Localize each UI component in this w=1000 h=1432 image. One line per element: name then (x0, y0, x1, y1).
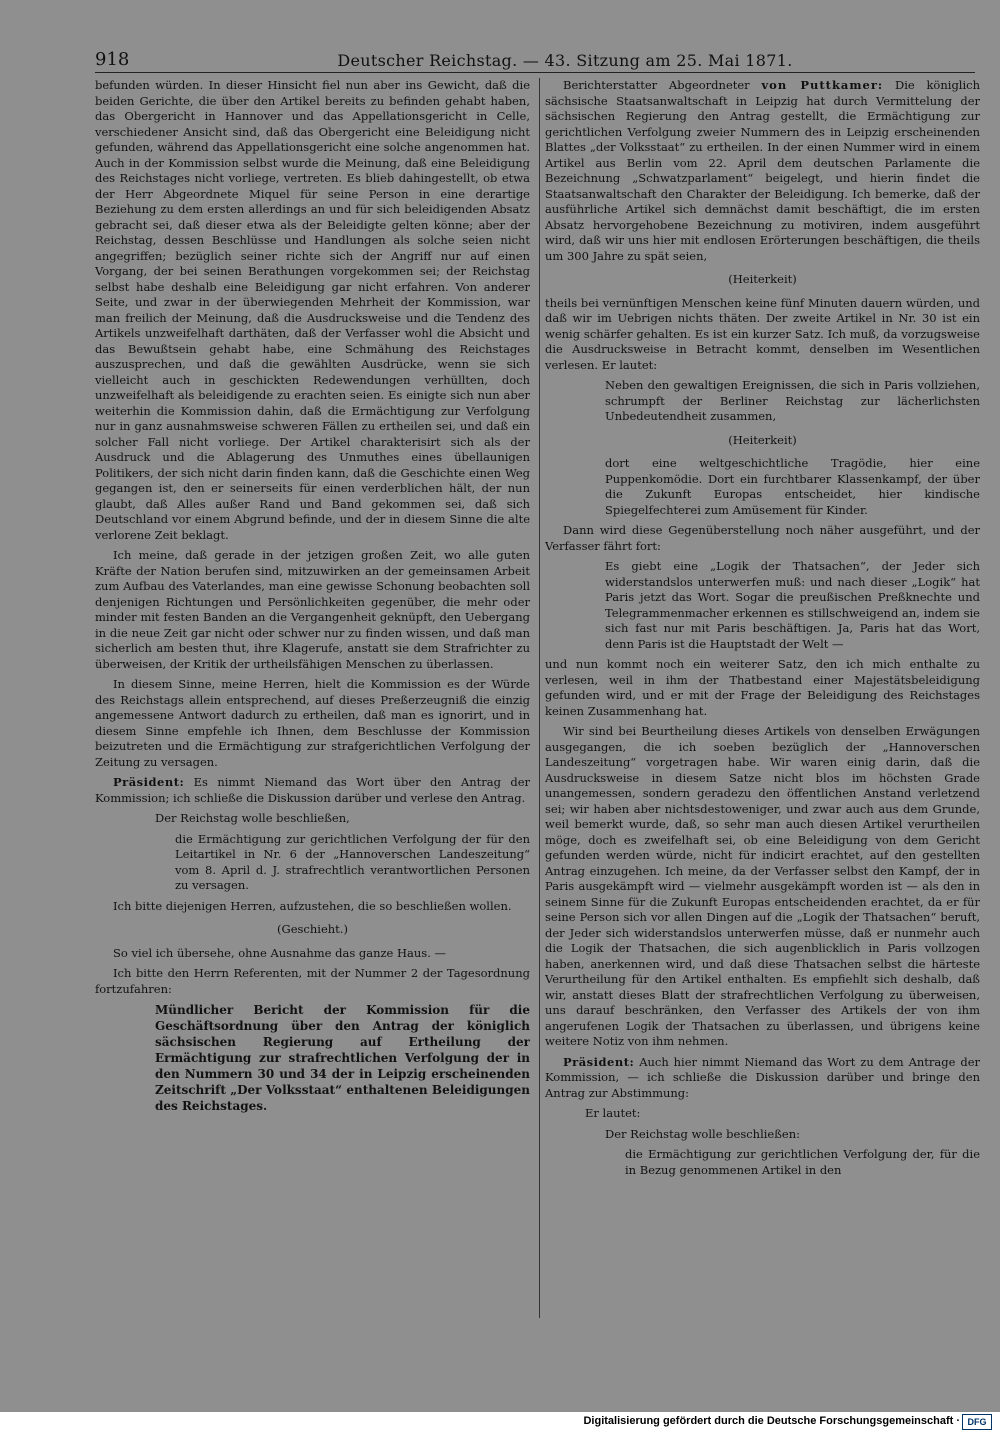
speaker-role: Berichterstatter Abgeordneter (563, 78, 750, 92)
page-number: 918 (95, 49, 130, 70)
paragraph (545, 78, 980, 264)
paragraph: befunden würden. In dieser Hinsicht fiel nun aber ins Gewicht, daß die beiden Gerichte, die über den Artikel bereits zu befinden gehabt haben, das Obergericht in Hannover und das Appellationsgericht in Celle, verschiedener Ansicht sind, daß das Obergericht eine Beleidigung nicht gefunden, während das Appellationsgericht eine solche angenommen hat. Auch in der Kommission selbst wurde die Meinung, daß eine Beleidigung des Reichstages nicht vorliege, vertreten. Es blieb dahingestellt, ob etwa der Herr Abgeordnete Miquel für seine Person in eine derartige Beziehung zu dem ersten allerdings an und für sich beleidigenden Absatz gebracht sei, daß dieser etwa als der Beleidigte gelten könne; aber der Reichstag, dessen Beschlüsse und Handlungen als solche seien nicht angegriffen; bezüglich seiner richte sich der Angriff nur auf einen Vorgang, der bei seinen Berathungen vorgekommen sei; der Reichstag selbst habe deshalb eine Beleidigung gar nicht erfahren. Von anderer Seite, und zwar in der überwiegenden Mehrheit der Kommission, war man freilich der Meinung, daß die Ausdrucksweise und die Tendenz des Artikels unzweifelhaft darthäten, daß der Verfasser wohl die Absicht und das Bewußtsein gehabt habe, eine Schmähung des Reichstages auszusprechen, und daß die gewählten Ausdrücke, wenn sie sich vielleicht auch in geschickten Redewendungen verhüllten, doch unzweifelhaft als beleidigende zu erachten seien. Es einigte sich nun aber weiterhin die Kommission dahin, daß die Ermächtigung zur Verfolgung nur in ganz ausnahmsweise schweren Fällen zu ertheilen sei, und daß ein solcher Fall nicht vorliege. Der Artikel charakterisirt sich als der Ausdruck und die Ablagerung des Unmuthes eines übellaunigen Politikers, der sich nicht darin finden kann, daß die Geschichte einen Weg gegangen ist, den er seinerseits für einen verderblichen hält, der nun glaubt, daß Alles außer Rand und Band gekommen sei, daß sich Deutschland vor einem Abgrund befinde, und der in diesem Sinne die alte verlorene Zeit beklagt. (95, 78, 530, 542)
article-quote: dort eine weltgeschichtliche Tragödie, hier eine Puppenkomödie. Dort ein furchtbarer Klassenkampf, der über die Zukunft Europas entscheidet, hier kindische Spiegelfechterei zum Amüsement für Kinder. (605, 456, 980, 517)
paragraph: So viel ich übersehe, ohne Ausnahme das ganze Haus. — (113, 945, 447, 960)
speaker-name: von Puttkamer: (761, 78, 884, 92)
page-header (95, 40, 975, 70)
paragraph (545, 1055, 980, 1102)
paragraph (95, 775, 530, 806)
article-quote: Es giebt eine „Logik der Thatsachen“, der Jeder sich widerstandslos unterwerfen muß: und nach dieser „Logik“ hat Paris jetzt das Wort. Sogar die preußischen Preßknechte und Telegrammenmacher erkennen es stillschweigend an, indem sie sich fast nur mit Paris beschäftigen. Ja, Paris hat das Wort, denn Paris ist die Hauptstadt der Welt — (605, 559, 980, 651)
footer (0, 1412, 1000, 1432)
left-column (95, 78, 530, 1318)
paragraph: Ich bitte diejenigen Herren, aufzustehen, die so beschließen wollen. (113, 898, 512, 913)
paragraph: Er lautet: (585, 1106, 641, 1120)
paragraph: Wir sind bei Beurtheilung dieses Artikels von denselben Erwägungen ausgegangen, die ich soeben bezüglich der „Hannoverschen Landeszeitung“ vorgetragen habe. Wir waren einig darin, daß die Ausdrucksweise in diesem Satze nicht blos im höchsten Grade unangemessen, sondern geradezu den öffentlichen Anstand verletzend sei; wir haben aber nichtsdestoweniger, und zwar auch aus dem Grunde, weil bemerkt wurde, daß, so sehr man auch diesen Artikel verurtheilen möge, doch es zweifelhaft sei, ob eine Beleidigung von dem Gericht gefunden werden würde, nicht für indicirt erachtet, auf den gestellten Antrag einzugehen. Ich meine, da der Verfasser selbst den Kampf, der in Paris ausgekämpft wird — vielmehr ausgekämpft worden ist — als den in seinem Sinne für die Zukunft Europas entscheidenden erachtet, da er für seine Person sich vor allen Dingen auf die „Logik der Thatsachen“ beruft, der Jeder sich widerstandslos unterwerfen müsse, daß er nunmehr auch die Logik der Thatsachen, die sich augenblicklich in Paris vollzogen haben, anerkennen wird, und daß diese Thatsachen selbst die härteste Verurtheilung für den Artikel enthalten. Es empfiehlt sich deshalb, daß wir, anstatt dieses Blatt der strafrechtlichen Verfolgung zu überweisen, uns darauf beschränken, den Verfasser des Artikels der von ihm angerufenen Logik der Thatsachen zu überlassen, und übrigens keine weitere Notiz von ihm nehmen. (545, 724, 980, 1048)
article-quote: Neben den gewaltigen Ereignissen, die sich in Paris vollziehen, schrumpft der Berliner Reichstag zur lächerlichsten Unbedeutendheit zusammen, (605, 378, 980, 423)
paragraph: und nun kommt noch ein weiterer Satz, den ich mich enthalte zu verlesen, weil in ihm der Thatbestand einer Majestätsbeleidigung gefunden wird, und er mit der Frage der Beleidigung des Reichstages keinen Zusammenhang hat. (545, 657, 980, 718)
speaker-name: Präsident: (563, 1054, 635, 1069)
header-rule (95, 72, 975, 73)
stage-direction: (Heiterkeit) (728, 272, 797, 286)
funding-notice: Digitalisierung gefördert durch die Deutsche Forschungsgemeinschaft · (583, 1415, 960, 1427)
dfg-logo: DFG (962, 1414, 992, 1430)
motion-quote: die Ermächtigung zur gerichtlichen Verfolgung der für den Leitartikel in Nr. 6 der „Hannoverschen Landeszeitung“ vom 8. April d. J. strafrechtlich verantwortlichen Personen zu versagen. (175, 831, 530, 892)
speech-text: Es nimmt Niemand das Wort über den Antrag der Kommission; ich schließe die Diskussion darüber und verlese den Antrag. (95, 775, 530, 805)
stage-direction: (Geschieht.) (277, 922, 348, 936)
motion-quote: Der Reichstag wolle beschließen: (605, 1126, 800, 1141)
paragraph: Dann wird diese Gegenüberstellung noch näher ausgeführt, und der Verfasser fährt fort: (545, 523, 980, 553)
paragraph: theils bei vernünftigen Menschen keine fünf Minuten dauern würden, und daß wir im Uebrigen nichts thäten. Der zweite Artikel in Nr. 30 ist ein wenig schärfer gehalten. Es ist ein kurzer Satz. Ich muß, da vorzugsweise die Ausdrucksweise in Betracht kommt, denselben im Wesentlichen verlesen. Er lautet: (545, 295, 980, 372)
paragraph: Ich meine, daß gerade in der jetzigen großen Zeit, wo alle guten Kräfte der Nation berufen sind, mitzuwirken an der gemeinsamen Arbeit zum Aufbau des Vaterlandes, man eine gewisse Schonung beobachten soll denjenigen Richtungen und Persönlichkeiten gegenüber, die mehr oder minder mit festen Banden an die Vergangenheit geknüpft, den Uebergang in die neue Zeit gar nicht oder schwer nur zu finden wissen, und daß man sicherlich am besten thut, ihre Klagerufe, anstatt sie dem Strafrichter zu überweisen, der Kritik der urtheilsfähigen Menschen zu überlassen. (95, 548, 530, 671)
paragraph: Ich bitte den Herrn Referenten, mit der Nummer 2 der Tagesordnung fortzufahren: (95, 966, 530, 996)
column-rule (539, 78, 540, 1318)
motion-quote: die Ermächtigung zur gerichtlichen Verfolgung der, für die in Bezug genommenen Artikel in den (625, 1147, 980, 1177)
agenda-item-heading: Mündlicher Bericht der Kommission für die Geschäftsordnung über den Antrag der königlich sächsischen Regierung auf Ertheilung der Ermächtigung zur strafrechtlichen Verfolgung der in den Nummern 30 und 34 der in Leipzig erscheinenden Zeitschrift „Der Volksstaat“ enthaltenen Beleidigungen des Reichstages. (155, 1003, 530, 1113)
speaker-name: Präsident: (113, 775, 185, 789)
speech-text: Die königlich sächsische Staatsanwaltschaft in Leipzig hat durch Vermittelung der sächsischen Regierung den Antrag gestellt, die Ermächtigung zur gerichtlichen Verfolgung zweier Nummern des in Leipzig erscheinenden Blattes „der Volksstaat“ zu ertheilen. In der einen Nummer wird in einem Artikel aus Berlin vom 22. April dem deutschen Parlamente die Bezeichnung „Schwatzparlament“ beigelegt, und hierin findet die Staatsanwaltschaft den Charakter der Beleidigung. Ich bemerke, daß der ausführliche Artikel sich demnächst damit beschäftigt, die im ersten Absatz hervorgehobene Bezeichnung zu motiviren, indem ausgeführt wird, daß wir uns hier mit endlosen Erörterungen beschäftigen, die theils um 300 Jahre zu spät seien, (545, 78, 980, 263)
right-column (545, 78, 980, 1318)
stage-direction: (Heiterkeit) (728, 432, 797, 447)
motion-quote: Der Reichstag wolle beschließen, (155, 811, 350, 825)
paragraph: In diesem Sinne, meine Herren, hielt die Kommission es der Würde des Reichstags allein entsprechend, auf dieses Preßerzeugniß die einzig angemessene Antwort dadurch zu ertheilen, daß man es ignorirt, und in diesem Sinne empfehle ich Ihnen, dem Beschlusse der Kommission beizutreten und die Ermächtigung zur strafgerichtlichen Verfolgung der Zeitung zu versagen. (95, 677, 530, 769)
running-title: Deutscher Reichstag. — 43. Sitzung am 25. Mai 1871. (337, 51, 793, 70)
speech-text: Auch hier nimmt Niemand das Wort zu dem Antrage der Kommission, — ich schließe die Diskussion darüber und bringe den Antrag zur Abstimmung: (545, 1054, 980, 1100)
